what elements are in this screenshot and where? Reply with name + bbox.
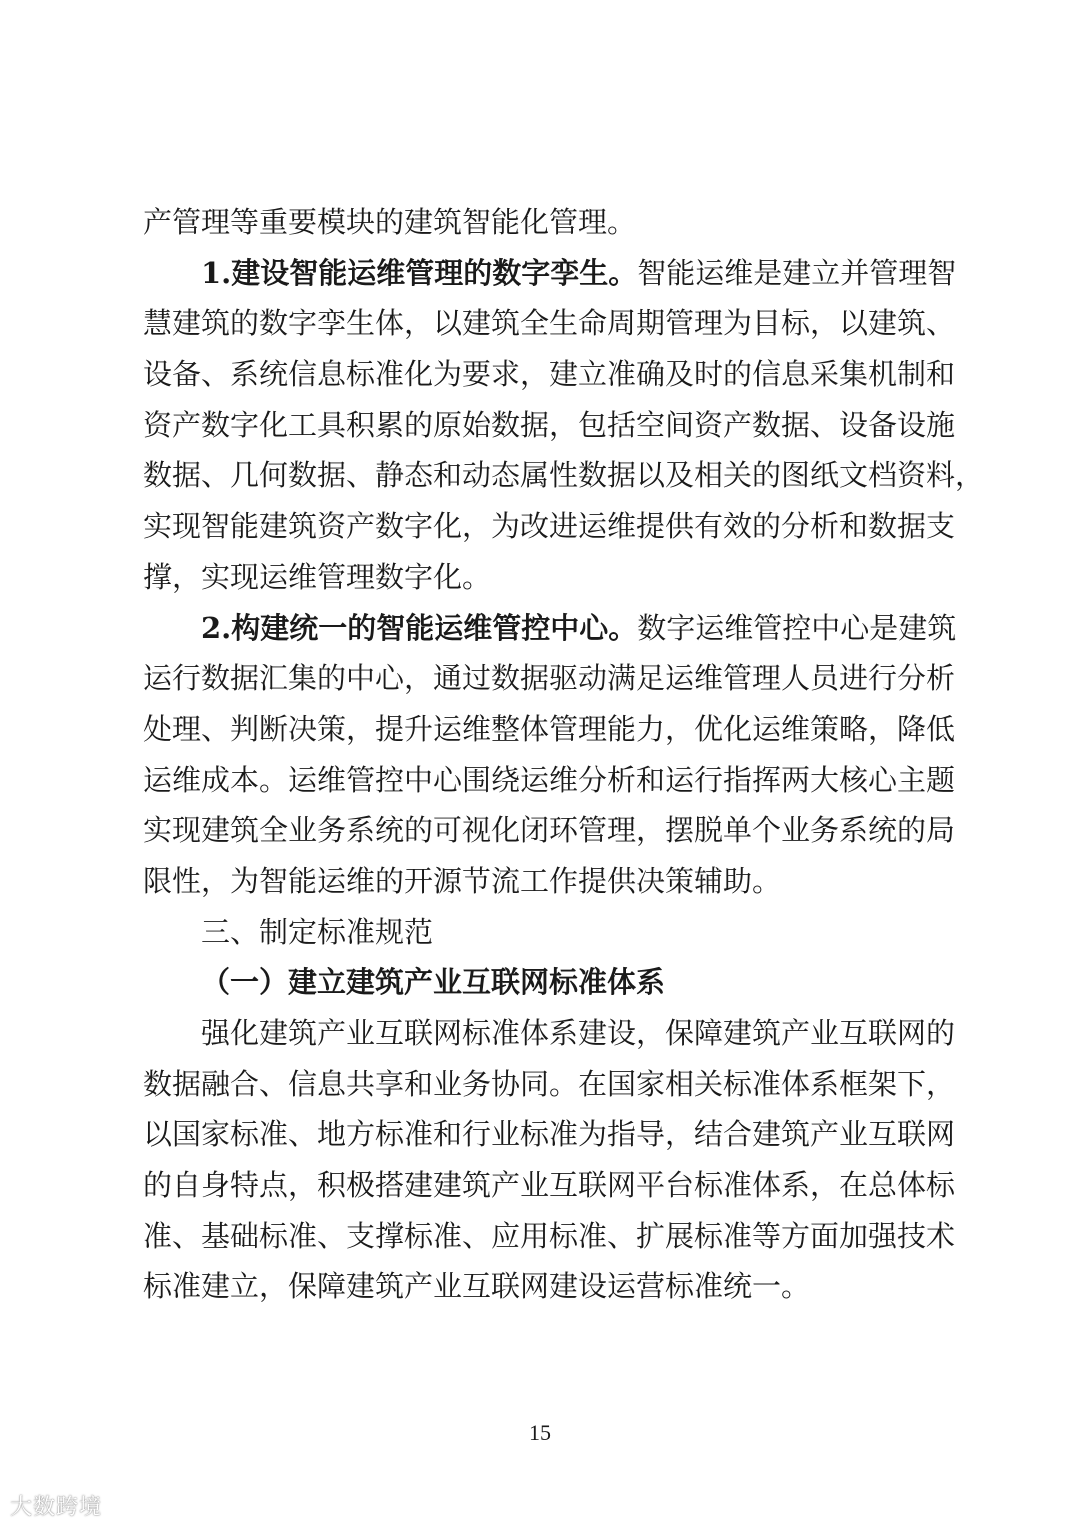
line-text: 设备、系统信息标准化为要求，建立准确及时的信息采集机制和 xyxy=(143,357,956,392)
text-line xyxy=(143,1109,956,1160)
line-text: 实现建筑全业务系统的可视化闭环管理，摆脱单个业务系统的局 xyxy=(143,813,956,848)
text-line xyxy=(143,907,945,958)
text-line xyxy=(143,856,945,907)
text-line xyxy=(143,1008,956,1059)
page-number: 15 xyxy=(529,1420,551,1445)
line-text: 以国家标准、地方标准和行业标准为指导，结合建筑产业互联网 xyxy=(143,1117,956,1152)
line-text: 智能运维是建立并管理智 xyxy=(637,255,957,290)
line-text: 实现智能建筑资产数字化，为改进运维提供有效的分析和数据支 xyxy=(143,509,956,544)
text-line xyxy=(143,400,956,451)
line-text: 运维成本。运维管控中心围绕运维分析和运行指挥两大核心主题 xyxy=(143,762,956,797)
bold-heading: 2.构建统一的智能运维管控中心。 xyxy=(201,610,638,645)
line-text: 强化建筑产业互联网标准体系建设，保障建筑产业互联网的 xyxy=(201,1016,956,1050)
text-line xyxy=(143,298,956,349)
line-text: 数字运维管控中心是建筑 xyxy=(637,610,957,645)
text-line xyxy=(143,1160,956,1211)
text-line xyxy=(143,197,945,248)
line-text: 资产数字化工具积累的原始数据，包括空间资产数据、设备设施 xyxy=(143,407,956,442)
watermark-logo: 大数跨境 xyxy=(10,1495,103,1520)
line-text: 数据、几何数据、静态和动态属性数据以及相关的图纸文档资料， xyxy=(143,458,985,493)
line-text: 慧建筑的数字孪生体，以建筑全生命周期管理为目标，以建筑、 xyxy=(143,306,956,341)
line-text: 运行数据汇集的中心，通过数据驱动满足运维管理人员进行分析 xyxy=(143,661,956,696)
text-line xyxy=(143,552,945,603)
text-line xyxy=(143,653,956,704)
line-text: 的自身特点，积极搭建建筑产业互联网平台标准体系，在总体标 xyxy=(143,1168,956,1203)
line-text: 处理、判断决策，提升运维整体管理能力，优化运维策略，降低 xyxy=(143,711,956,746)
text-line xyxy=(143,450,985,501)
text-line xyxy=(143,1261,945,1312)
line-text: 产管理等重要模块的建筑智能化管理。 xyxy=(143,205,637,239)
line-text: 标准建立，保障建筑产业互联网建设运营标准统一。 xyxy=(143,1269,811,1304)
line-text: 限性，为智能运维的开源节流工作提供决策辅助。 xyxy=(143,863,782,898)
text-line xyxy=(143,349,956,400)
line-text: 撑，实现运维管理数字化。 xyxy=(143,559,492,594)
text-line xyxy=(143,755,956,806)
text-line xyxy=(143,1211,956,1262)
text-line xyxy=(143,704,956,755)
line-text: 准、基础标准、支撑标准、应用标准、扩展标准等方面加强技术 xyxy=(143,1218,956,1253)
text-line xyxy=(143,248,957,299)
document-body xyxy=(143,197,985,1312)
bold-heading: （一）建立建筑产业互联网标准体系 xyxy=(201,965,666,1000)
text-line xyxy=(143,501,956,552)
text-line xyxy=(143,603,957,654)
line-text: 三、制定标准规范 xyxy=(201,914,434,949)
line-text: 数据融合、信息共享和业务协同。在国家相关标准体系框架下， xyxy=(143,1066,956,1101)
text-line xyxy=(143,805,956,856)
text-line xyxy=(143,957,945,1008)
bold-heading: 1.建设智能运维管理的数字孪生。 xyxy=(201,255,638,290)
text-line xyxy=(143,1059,956,1110)
